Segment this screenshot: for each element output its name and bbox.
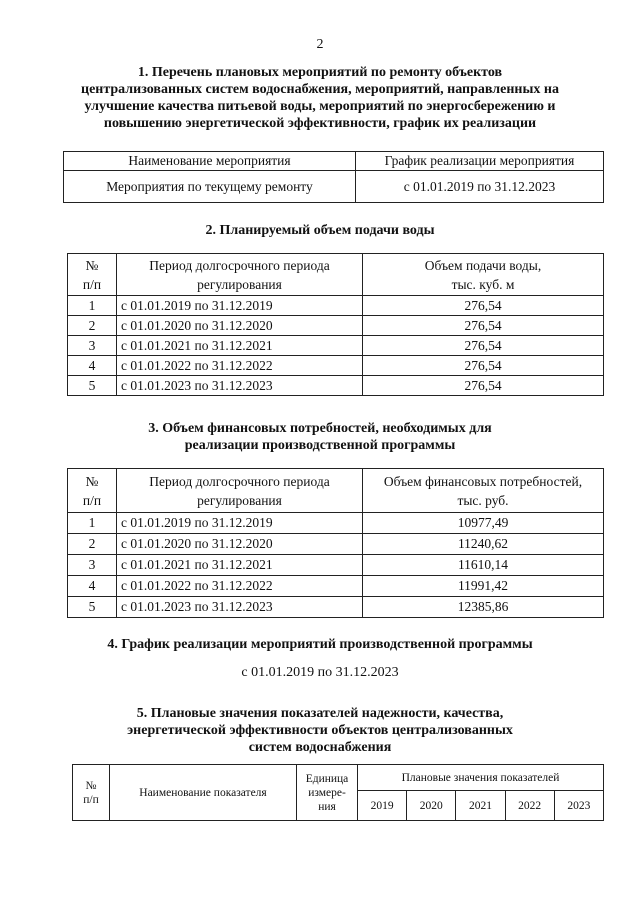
header-plan-values: Плановые значения показателей bbox=[358, 765, 604, 791]
header-unit: Единица измере- ния bbox=[297, 765, 358, 821]
header-year: 2023 bbox=[554, 791, 603, 821]
header-year: 2022 bbox=[505, 791, 554, 821]
table-row: 1 с 01.01.2019 по 31.12.2019 276,54 bbox=[68, 296, 604, 316]
section3-title: 3. Объем финансовых потребностей, необходимых для реализации производственной программы bbox=[148, 421, 492, 453]
table-row: 2 с 01.01.2020 по 31.12.2020 11240,62 bbox=[68, 534, 604, 555]
table-row: 5 с 01.01.2023 по 31.12.2023 276,54 bbox=[68, 376, 604, 396]
table-row: 1 с 01.01.2019 по 31.12.2019 10977,49 bbox=[68, 513, 604, 534]
header-year: 2021 bbox=[456, 791, 505, 821]
section4-title: 4. График реализации мероприятий производственной программы bbox=[107, 637, 533, 652]
activities-table bbox=[63, 151, 604, 203]
section4-period: с 01.01.2019 по 31.12.2023 bbox=[241, 665, 399, 680]
header-indicator-name: Наименование показателя bbox=[110, 765, 297, 821]
header-year: 2019 bbox=[358, 791, 407, 821]
indicators-table bbox=[72, 764, 604, 821]
header-period: Период долгосрочного периода регулирования bbox=[117, 469, 363, 513]
header-year: 2020 bbox=[407, 791, 456, 821]
header-schedule: График реализации мероприятия bbox=[356, 152, 604, 171]
table-row: 5 с 01.01.2023 по 31.12.2023 12385,86 bbox=[68, 597, 604, 618]
activity-schedule-cell: с 01.01.2019 по 31.12.2023 bbox=[356, 171, 604, 203]
header-number: № п/п bbox=[73, 765, 110, 821]
header-period: Период долгосрочного периода регулирования bbox=[117, 254, 363, 296]
table-row: 3 с 01.01.2021 по 31.12.2021 276,54 bbox=[68, 336, 604, 356]
table-row: 2 с 01.01.2020 по 31.12.2020 276,54 bbox=[68, 316, 604, 336]
water-supply-table bbox=[67, 253, 604, 396]
header-water-volume: Объем подачи воды, тыс. куб. м bbox=[363, 254, 604, 296]
section2-title: 2. Планируемый объем подачи воды bbox=[205, 223, 435, 238]
section1-title: 1. Перечень плановых мероприятий по ремонту объектов централизованных систем водоснабжения, мероприятий, направленных на улучшение качества питьевой воды, мероприятий по энергосбережению и повышению энергетической эффективности, график их реализации bbox=[81, 65, 559, 131]
table-row: 4 с 01.01.2022 по 31.12.2022 11991,42 bbox=[68, 576, 604, 597]
table-row: 3 с 01.01.2021 по 31.12.2021 11610,14 bbox=[68, 555, 604, 576]
header-activity-name: Наименование мероприятия bbox=[64, 152, 356, 171]
activity-name-cell: Мероприятия по текущему ремонту bbox=[64, 171, 356, 203]
page-number: 2 bbox=[316, 37, 324, 52]
header-number: № п/п bbox=[68, 469, 117, 513]
section5-title: 5. Плановые значения показателей надежности, качества, энергетической эффективности объектов централизованных систем водоснабжения bbox=[127, 706, 513, 755]
financial-needs-table bbox=[67, 468, 604, 618]
table-row: 4 с 01.01.2022 по 31.12.2022 276,54 bbox=[68, 356, 604, 376]
header-number: № п/п bbox=[68, 254, 117, 296]
header-financial-needs: Объем финансовых потребностей, тыс. руб. bbox=[363, 469, 604, 513]
